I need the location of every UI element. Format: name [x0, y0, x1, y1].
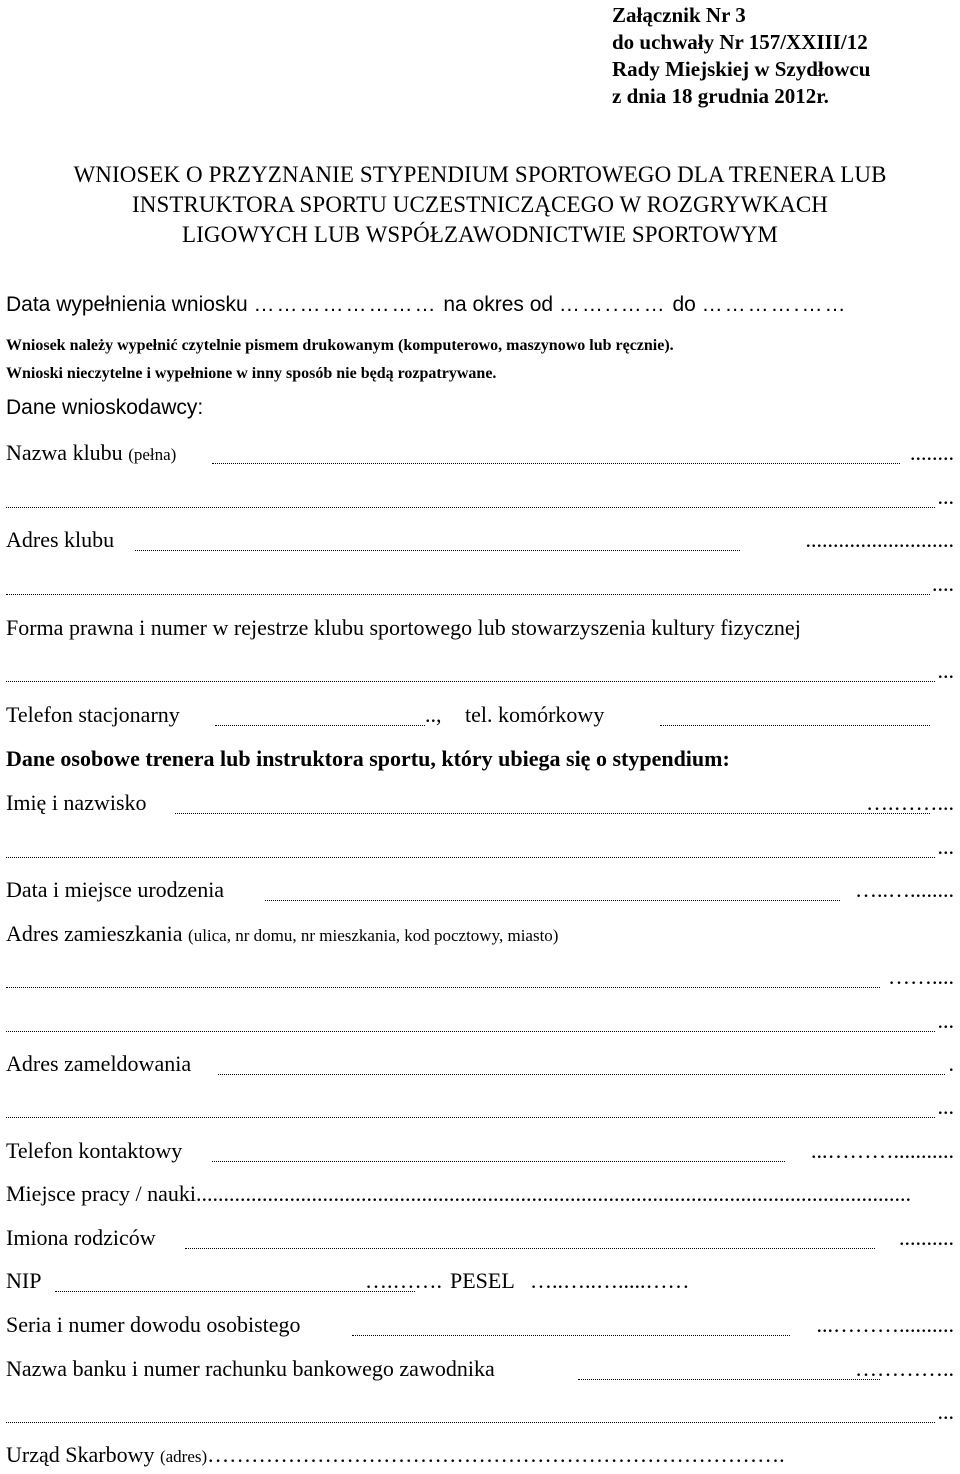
bank-line2-end: ... [937, 1399, 954, 1424]
annex-date: z dnia 18 grudnia 2012r. [612, 84, 829, 108]
bank-field[interactable] [578, 1379, 880, 1380]
id-card-label: Seria i numer dowodu osobistego [6, 1312, 301, 1337]
period-from-field[interactable]: ……..…… [558, 293, 667, 316]
instruction-line-1: Wniosek należy wypełnić czytelnie pismem drukowanym (komputerowo, maszynowo lub ręcznie). [6, 337, 674, 354]
club-address-label: Adres klubu [6, 527, 115, 552]
club-name-end: ........ [910, 440, 954, 465]
annex-number: Załącznik Nr 3 [612, 3, 746, 27]
club-name-field[interactable] [212, 463, 900, 464]
work-row [6, 1181, 954, 1207]
name-label: Imię i nazwisko [6, 790, 147, 815]
legal-form-field[interactable] [6, 681, 935, 682]
instruction-line-2: Wnioski nieczytelne i wypełnione w inny sposób nie będą rozpatrywane. [6, 365, 497, 382]
tax-office-hint: (adres) [159, 1447, 208, 1466]
contact-phone-end: ...………........... [811, 1138, 954, 1163]
name-end: ….……... [866, 790, 954, 815]
parents-end: .......... [899, 1225, 954, 1250]
club-address-field[interactable] [135, 550, 740, 551]
nip-label: NIP [6, 1268, 42, 1293]
club-address-field-line-2[interactable] [6, 594, 930, 595]
legal-form-label: Forma prawna i numer w rejestrze klubu sportowego lub stowarzyszenia kultury fizycznej [6, 615, 801, 640]
club-name-field-line-2[interactable] [6, 507, 935, 508]
address-field-line-2[interactable] [6, 1031, 935, 1032]
bank-end: ………….. [855, 1356, 954, 1381]
fill-date-label: Data wypełnienia wniosku [6, 293, 248, 316]
applicant-heading: Dane wnioskodawcy: [6, 396, 204, 419]
name-line2-end: ... [937, 834, 954, 859]
birth-label: Data i miejsce urodzenia [6, 877, 225, 902]
landline-end: .., [425, 702, 442, 727]
address-field[interactable] [6, 987, 880, 988]
mobile-label: tel. komórkowy [465, 702, 605, 727]
bank-field-line-2[interactable] [6, 1422, 935, 1423]
club-name-line2-end: ... [937, 484, 954, 509]
work-label: Miejsce pracy / nauki [6, 1181, 196, 1206]
contact-phone-label: Telefon kontaktowy [6, 1138, 183, 1163]
date-row [6, 293, 847, 317]
pesel-field[interactable]: …..…..….....…… [530, 1268, 690, 1293]
club-address-line2-end: .... [932, 571, 954, 596]
birth-field[interactable] [265, 900, 840, 901]
pesel-label: PESEL [450, 1268, 515, 1293]
id-card-end: ...……….......... [816, 1312, 954, 1337]
club-address-end: ........................... [805, 527, 954, 552]
address-line2-end: …….... [888, 964, 954, 989]
period-to-field[interactable]: ………….…… [701, 293, 848, 316]
address-label: Adres zamieszkania [6, 921, 183, 946]
birth-end: …..…........ [855, 877, 954, 902]
club-name-label: Nazwa klubu [6, 440, 123, 465]
annex-header [612, 2, 870, 110]
id-card-field[interactable] [352, 1335, 790, 1336]
landline-label: Telefon stacjonarny [6, 702, 180, 727]
fill-date-field[interactable]: …………………… [253, 293, 438, 316]
bank-label: Nazwa banku i numer rachunku bankowego zawodnika [6, 1356, 495, 1381]
name-field-line-2[interactable] [6, 857, 935, 858]
period-from-label: na okres od [443, 293, 554, 316]
tax-office-field[interactable]: ……………………………………………………………………. [207, 1442, 785, 1467]
legal-form-end: ... [937, 658, 954, 683]
annex-council: Rady Miejskiej w Szydłowcu [612, 57, 871, 81]
club-name-label-row [6, 440, 176, 466]
parents-label: Imiona rodziców [6, 1225, 156, 1250]
name-field[interactable] [175, 813, 930, 814]
address-line3-end: ... [937, 1008, 954, 1033]
document-title [0, 160, 960, 250]
period-to-label: do [672, 293, 696, 316]
address-hint: (ulica, nr domu, nr mieszkania, kod pocztowy, miasto) [188, 926, 559, 945]
work-field[interactable]: .................................................................................................................................. [196, 1181, 911, 1206]
title-line-3: LIGOWYCH LUB WSPÓŁZAWODNICTWIE SPORTOWYM [182, 222, 778, 247]
tax-office-row [6, 1442, 954, 1468]
club-name-hint: (pełna) [128, 445, 177, 464]
landline-field[interactable] [215, 725, 425, 726]
address-label-row [6, 921, 558, 947]
annex-resolution: do uchwały Nr 157/XXIII/12 [612, 30, 868, 54]
registered-line2-end: ... [937, 1094, 954, 1119]
coach-heading: Dane osobowe trenera lub instruktora sportu, który ubiega się o stypendium: [6, 746, 730, 771]
tax-office-label: Urząd Skarbowy [6, 1442, 155, 1467]
contact-phone-field[interactable] [212, 1161, 785, 1162]
mobile-field[interactable] [660, 725, 930, 726]
registered-end: . [948, 1051, 954, 1076]
phone-row [6, 702, 180, 728]
nip-end: ….……. [365, 1268, 442, 1293]
registered-field-line-2[interactable] [6, 1117, 935, 1118]
parents-field[interactable] [185, 1248, 875, 1249]
nip-field[interactable] [55, 1291, 415, 1292]
title-line-1: WNIOSEK O PRZYZNANIE STYPENDIUM SPORTOWEGO DLA TRENERA LUB [73, 162, 887, 187]
title-line-2: INSTRUKTORA SPORTU UCZESTNICZĄCEGO W ROZGRYWKACH [131, 192, 829, 217]
registered-label: Adres zameldowania [6, 1051, 192, 1076]
registered-field[interactable] [218, 1074, 945, 1075]
